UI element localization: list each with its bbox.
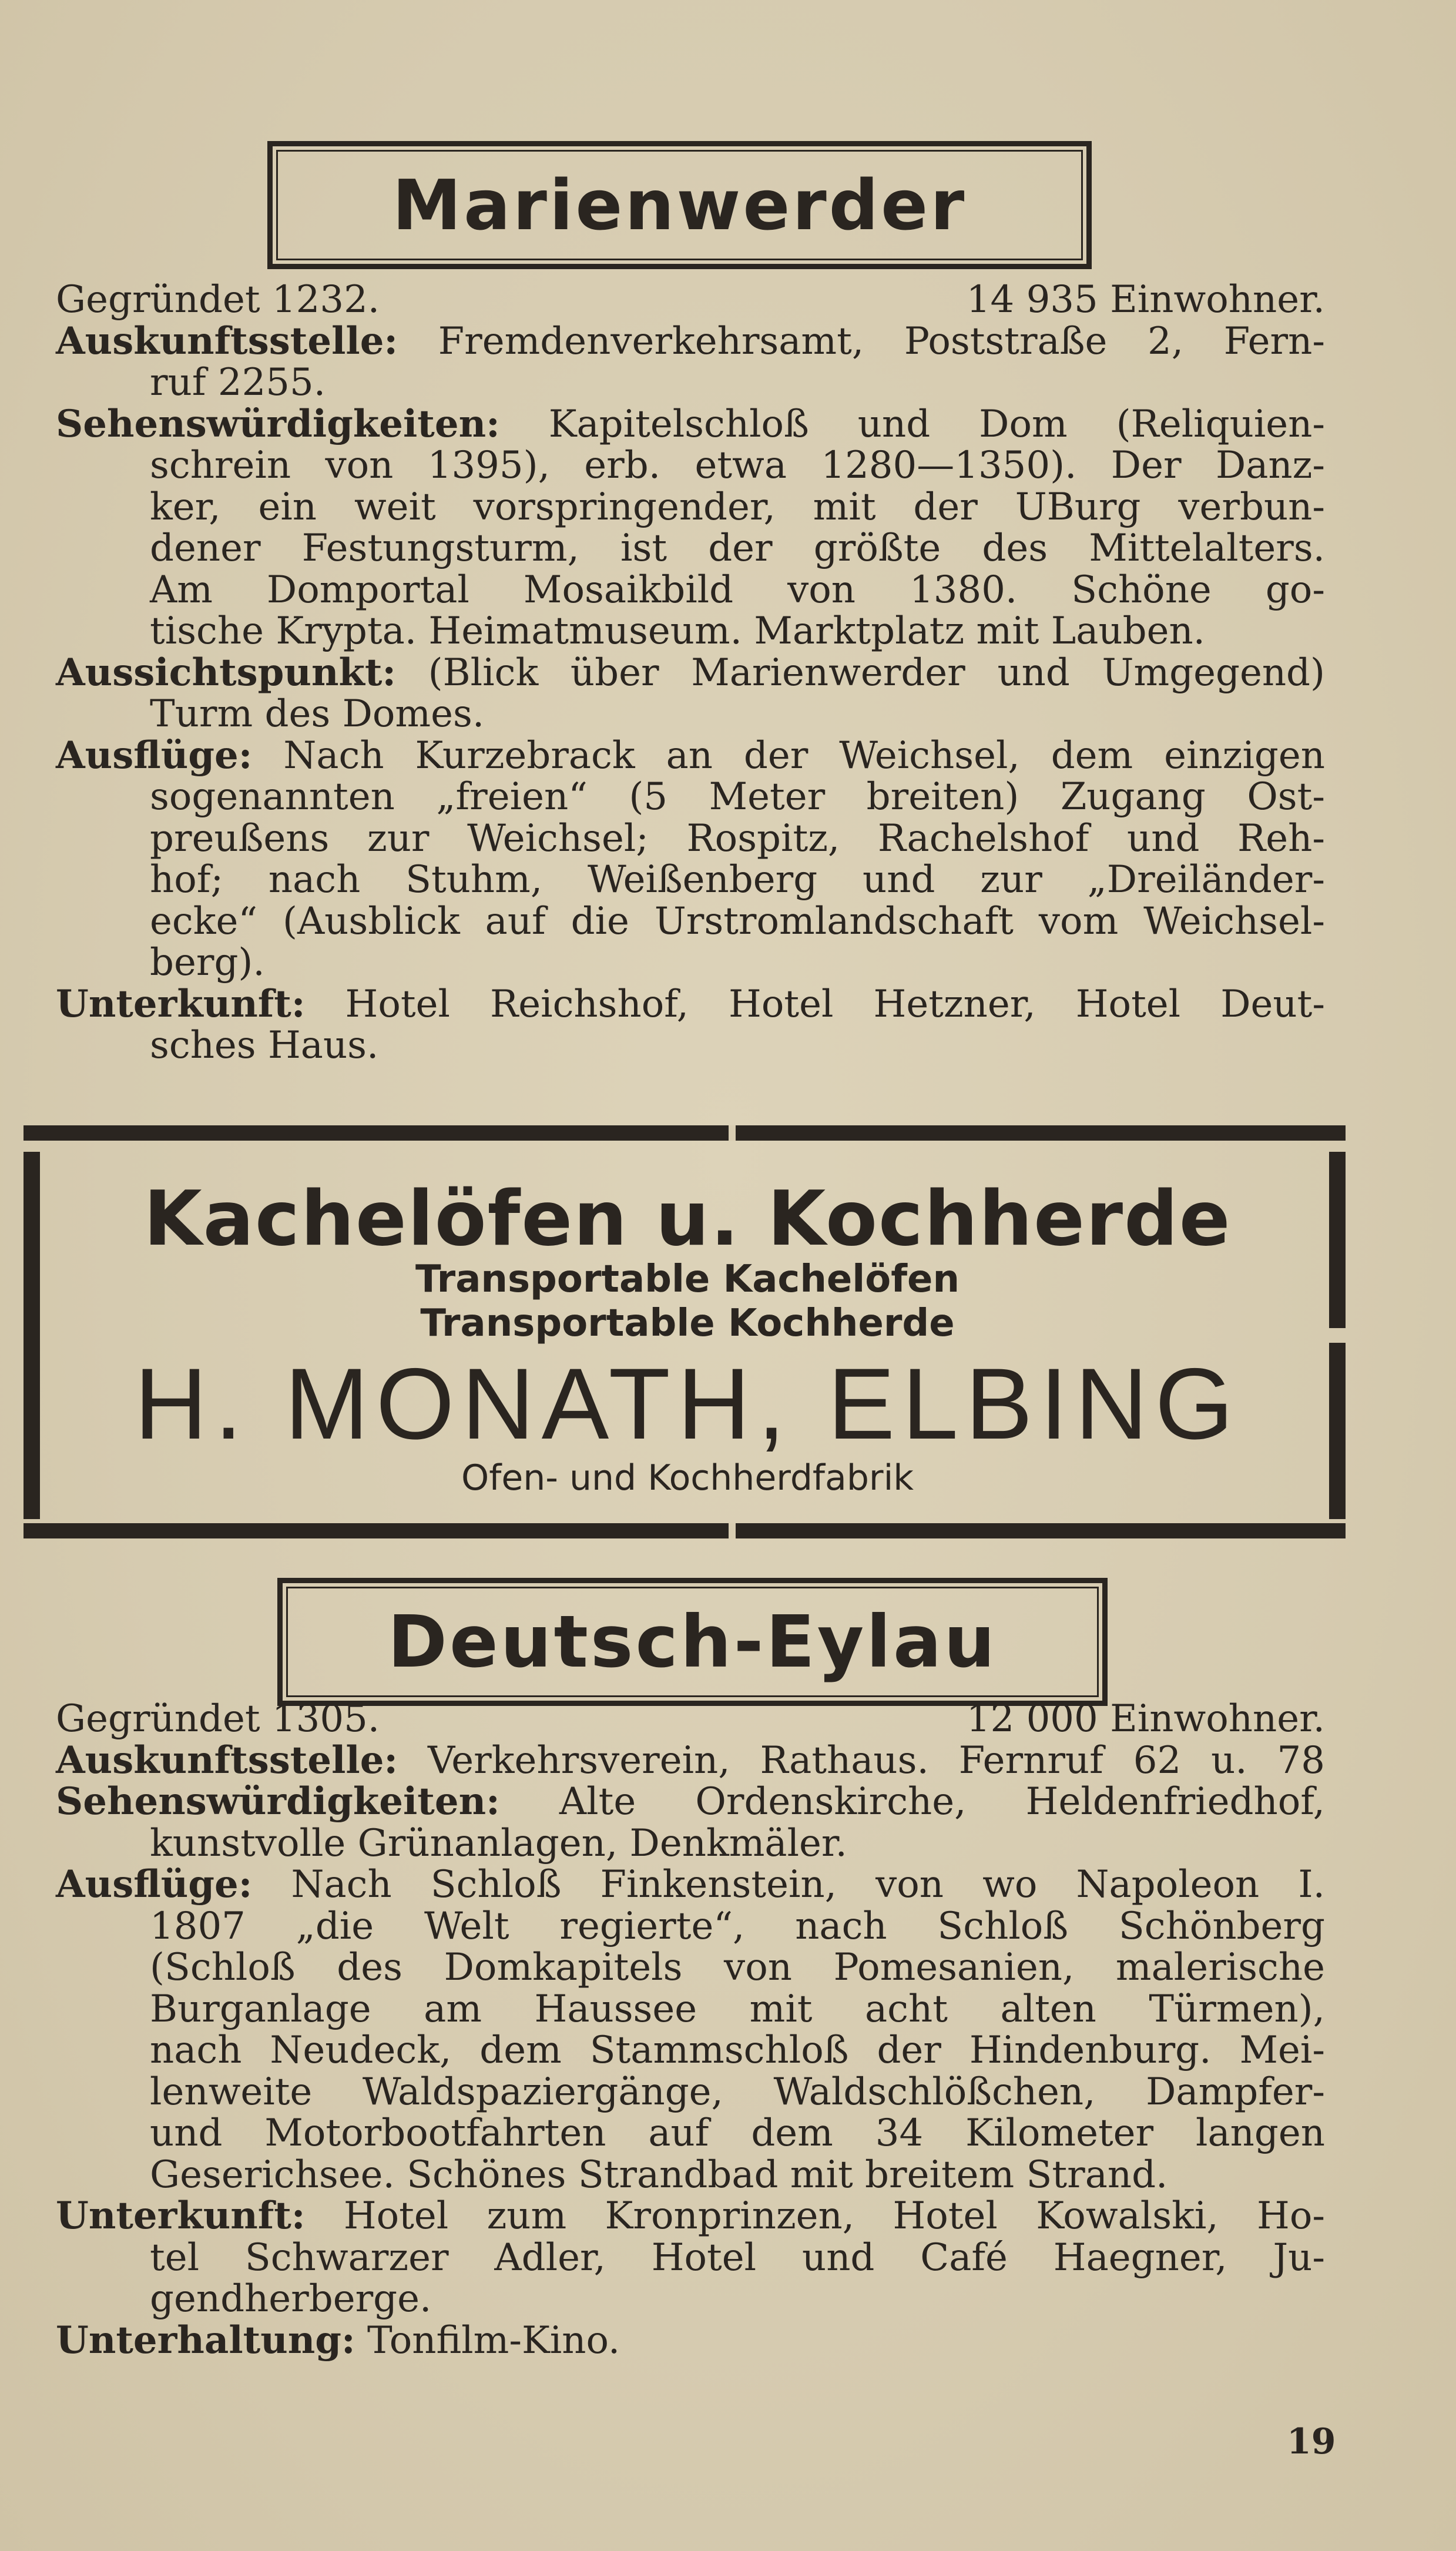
text-segment: nach [795,1904,887,1948]
text-line [56,2154,1325,2196]
text-line [56,1698,1325,1740]
text-segment: Hotel [893,2194,998,2238]
text-segment: regierte“, [559,1904,745,1948]
text-segment: dem [751,2111,833,2155]
text-segment: sogenannten [150,775,395,819]
ad-headline: Kachelöfen u. Kochherde [143,1175,1232,1263]
text-segment: der [913,485,978,529]
text-segment: UBurg [1015,485,1141,529]
text-segment: und [997,651,1070,695]
text-segment: und [1127,816,1200,860]
text-segment: Sehenswürdigkeiten: [56,401,500,446]
text-line [56,1906,1325,1947]
ad-tagline: Ofen- und Kochherdfabrik [461,1457,914,1499]
text-segment: Hotel [1075,982,1181,1026]
ad-border-right-lower [1329,1343,1346,1519]
text-segment: preußens [150,816,330,860]
text-segment: Weichsel- [1143,899,1325,943]
text-line [56,487,1325,528]
text-segment: Kilometer [965,2111,1154,2155]
text-segment: der [708,527,773,570]
text-segment: (Schloß [150,1946,296,1989]
text-segment: von [787,568,856,612]
text-segment: wo [982,1863,1038,1906]
text-segment: Poststraße [904,319,1108,363]
text-segment: Verkehrsverein, [427,1738,730,1782]
text-segment: Waldspaziergänge, [362,2070,723,2114]
text-line [56,1740,1325,1782]
text-segment: Geserichsee. Schönes Strandbad mit breitem Strand. [150,2153,1168,2197]
text-line [56,1947,1325,1989]
text-segment: und [801,2235,875,2280]
text-segment: Kurzebrack [415,733,635,777]
text-segment: 1280—1350). [821,444,1077,487]
text-segment: einzigen [1164,733,1325,777]
text-segment: Stuhm, [405,858,543,901]
text-segment: Weichsel; [467,816,649,860]
text-segment: Reh- [1237,816,1325,860]
text-segment: Motorbootfahrten [264,2111,606,2155]
text-segment: malerische [1115,1946,1325,1989]
text-segment: Mittelalters. [1089,527,1325,570]
text-segment: Pomesanien, [833,1946,1075,1989]
text-segment: Umgegend) [1102,651,1325,695]
text-segment: 14 935 Einwohner. [966,278,1325,321]
text-segment: und [863,858,935,901]
text-segment: dem [479,2029,562,2072]
ad-company-name: H. MONATH, ELBING [134,1347,1241,1460]
text-segment: Am [150,568,213,612]
page-number: 19 [1287,2421,1336,2462]
text-segment: der [743,733,808,777]
text-segment: mit [749,1987,813,2031]
text-segment: hof; [150,858,223,901]
text-line [56,2195,1325,2237]
section-deutsch-eylau [56,1698,1325,2361]
text-segment: Haussee [534,1987,697,2031]
text-segment: am [424,1987,482,2031]
text-segment: Ho- [1257,2194,1325,2238]
text-segment: nach [150,2029,242,2072]
text-line [56,693,1325,735]
text-segment: Fern- [1223,319,1325,363]
text-segment: Adler, [494,2235,606,2280]
text-line [56,776,1325,818]
text-segment: Hotel [651,2235,757,2280]
section-marienwerder [56,279,1325,1067]
text-segment: Heldenfriedhof, [1025,1780,1325,1823]
text-segment: Auskunftsstelle: [56,1738,398,1782]
text-segment: Urstromlandschaft [654,899,1014,943]
text-segment: Café [920,2235,1008,2280]
text-segment: „Dreiländer- [1087,858,1325,901]
text-line [56,818,1325,860]
text-segment: Unterkunft: [56,2194,306,2238]
text-line [56,569,1325,611]
text-line [56,859,1325,901]
text-line [56,901,1325,943]
text-segment: „freien“ [436,775,588,819]
text-segment: ker, [150,485,221,529]
text-segment: Rathaus. [760,1738,929,1782]
text-line [56,445,1325,487]
text-segment: Gegründet 1305. [56,1697,380,1741]
text-segment: Dom [979,402,1068,446]
text-segment: Auskunftsstelle: [56,319,398,363]
text-segment: 1395), [427,444,550,487]
ad-subline-2: Transportable Kochherde [420,1302,955,1345]
text-segment: Finkenstein, [600,1863,837,1906]
text-segment: acht [865,1987,948,2031]
text-segment: Hetzner, [873,982,1036,1026]
text-segment: vorspringender, [473,485,776,529]
text-line [56,942,1325,984]
text-line [56,2237,1325,2279]
text-segment: etwa [695,444,787,487]
text-segment: Domportal [266,568,469,612]
text-segment: 62 [1133,1738,1182,1782]
text-line [56,321,1325,363]
text-segment: dener [150,527,261,570]
text-segment: Fremdenverkehrsamt, [438,319,864,363]
text-line [56,2030,1325,2071]
text-segment: Unterhaltung: Tonfilm-Kino. [56,2318,620,2362]
text-line [56,652,1325,694]
text-segment: ecke“ [150,899,258,943]
text-segment: Nach [283,733,384,777]
text-segment: auf [485,899,546,943]
text-line [56,2113,1325,2154]
text-segment: und [857,402,931,446]
text-line [56,279,1325,321]
text-segment: Der [1111,444,1182,487]
ad-border-right-upper [1329,1152,1346,1328]
text-segment: Rachelshof [877,816,1089,860]
text-line [56,2278,1325,2320]
text-segment: ruf 2255. [150,361,326,404]
text-segment: kunstvolle Grünanlagen, Denkmäler. [150,1821,847,1865]
text-line [56,362,1325,404]
text-line [56,1864,1325,1906]
text-segment: Schloß [430,1863,562,1906]
text-segment: go- [1265,568,1325,612]
text-segment: tische Krypta. Heimatmuseum. Marktplatz mit Lauben. [150,609,1205,653]
text-segment: zur [367,816,430,860]
text-line [56,1989,1325,2030]
text-segment: Turm des Domes. [150,692,485,736]
text-segment: Mosaikbild [523,568,734,612]
text-segment: Türmen), [1149,1987,1325,2031]
text-segment: zur [980,858,1042,901]
text-segment: von [325,444,394,487]
text-segment: langen [1196,2111,1325,2155]
text-segment: des [982,527,1048,570]
text-segment: über [570,651,659,695]
text-segment: (5 [629,775,668,819]
text-line [56,1025,1325,1067]
text-segment: Ausflüge: [56,1862,253,1906]
text-segment: u. [1211,1738,1247,1782]
text-segment: Rospitz, [686,816,840,860]
text-segment: I. [1298,1863,1325,1906]
text-line [56,401,1325,446]
text-segment: Gegründet 1232. [56,278,380,321]
text-segment: von [875,1863,944,1906]
text-line [56,735,1325,777]
text-segment: 78 [1277,1738,1325,1782]
text-segment: schrein [150,444,291,487]
text-segment: der [877,2029,941,2072]
text-segment: ein [258,485,317,529]
text-segment: Domkapitels [444,1946,683,1989]
text-segment: (Reliquien- [1116,402,1325,446]
text-segment: tel [150,2235,200,2280]
text-segment: Dampfer- [1146,2070,1325,2114]
text-segment: „die [296,1904,374,1948]
text-segment: 34 [875,2111,924,2155]
ad-border-bottom [24,1523,1346,1538]
text-segment: auf [648,2111,709,2155]
text-segment: lenweite [150,2070,313,2114]
text-line [56,1823,1325,1865]
text-segment: Ausflüge: [56,733,253,777]
text-segment: von [724,1946,792,1989]
text-segment: Napoleon [1076,1863,1260,1906]
text-segment: 2, [1148,319,1184,363]
text-segment: Fernruf [958,1738,1103,1782]
text-line [56,611,1325,652]
text-segment: die [571,899,629,943]
text-segment: Weichsel, [839,733,1020,777]
text-segment: Sehenswürdigkeiten: [56,1779,500,1823]
text-segment: ist [620,527,667,570]
text-segment: Weißenberg [588,858,818,901]
text-segment: dem [1051,733,1133,777]
text-segment: 12 000 Einwohner. [966,1697,1325,1741]
text-segment: gendherberge. [150,2277,432,2321]
text-segment: 1380. [910,568,1018,612]
text-segment: weit [354,485,436,529]
text-segment: zum [487,2194,567,2238]
text-segment: Kowalski, [1036,2194,1219,2238]
text-segment: Stammschloß [589,2029,849,2072]
text-segment: Reichshof, [490,982,689,1026]
text-segment: Schwarzer [244,2235,449,2280]
text-segment: Waldschlößchen, [773,2070,1096,2114]
text-line [56,528,1325,569]
text-segment: größte [813,527,941,570]
text-segment: Unterkunft: [56,981,306,1026]
text-segment: Schöne [1071,568,1212,612]
text-segment: (Ausblick [282,899,460,943]
text-segment: Schönberg [1118,1904,1325,1948]
text-segment: nach [268,858,361,901]
text-segment: verbun- [1178,485,1325,529]
text-segment: (Blick [428,651,539,695]
text-segment: Meter [709,775,826,819]
text-segment: Mei- [1239,2029,1325,2072]
text-segment: Burganlage [150,1987,371,2031]
text-line [56,1781,1325,1823]
text-segment: breiten) [866,775,1019,819]
text-segment: Kapitelschloß [548,402,809,446]
text-segment: Hindenburg. [969,2029,1212,2072]
text-line [56,981,1325,1026]
text-segment: Aussichtspunkt: [56,650,396,695]
text-segment: Welt [424,1904,509,1948]
text-segment: Alte [559,1780,636,1823]
text-segment: Haegner, [1053,2235,1227,2280]
text-segment: Zugang [1060,775,1206,819]
text-segment: berg). [150,941,265,984]
text-segment: Hotel [343,2194,449,2238]
text-segment: Festungsturm, [301,527,579,570]
text-segment: sches Haus. [150,1024,379,1067]
text-segment: Neudeck, [270,2029,452,2072]
text-segment: Schloß [937,1904,1069,1948]
section-title-marienwerder: Marienwerder [267,141,1092,269]
text-segment: Marienwerder [691,651,965,695]
text-segment: 1807 [150,1904,246,1948]
text-segment: Ju- [1273,2235,1325,2280]
text-segment: Ost- [1247,775,1325,819]
text-segment: mit [813,485,876,529]
text-line [56,2071,1325,2113]
section-title-deutsch-eylau: Deutsch-Eylau [277,1578,1108,1706]
text-segment: Deut- [1220,982,1325,1026]
text-segment: an [666,733,713,777]
text-segment: und [150,2111,223,2155]
text-segment: vom [1038,899,1119,943]
text-segment: des [337,1946,402,1989]
text-segment: Hotel [345,982,450,1026]
ad-subline-1: Transportable Kachelöfen [415,1258,960,1301]
text-line [56,2320,1325,2362]
text-segment: Ordenskirche, [695,1780,967,1823]
text-segment: alten [1000,1987,1096,2031]
text-segment: Hotel [729,982,834,1026]
text-segment: Kronprinzen, [605,2194,855,2238]
text-segment: Nach [291,1863,392,1906]
ad-border-left [24,1152,40,1519]
text-segment: Danz- [1215,444,1325,487]
ad-border-top [24,1125,1346,1141]
text-segment: erb. [584,444,661,487]
